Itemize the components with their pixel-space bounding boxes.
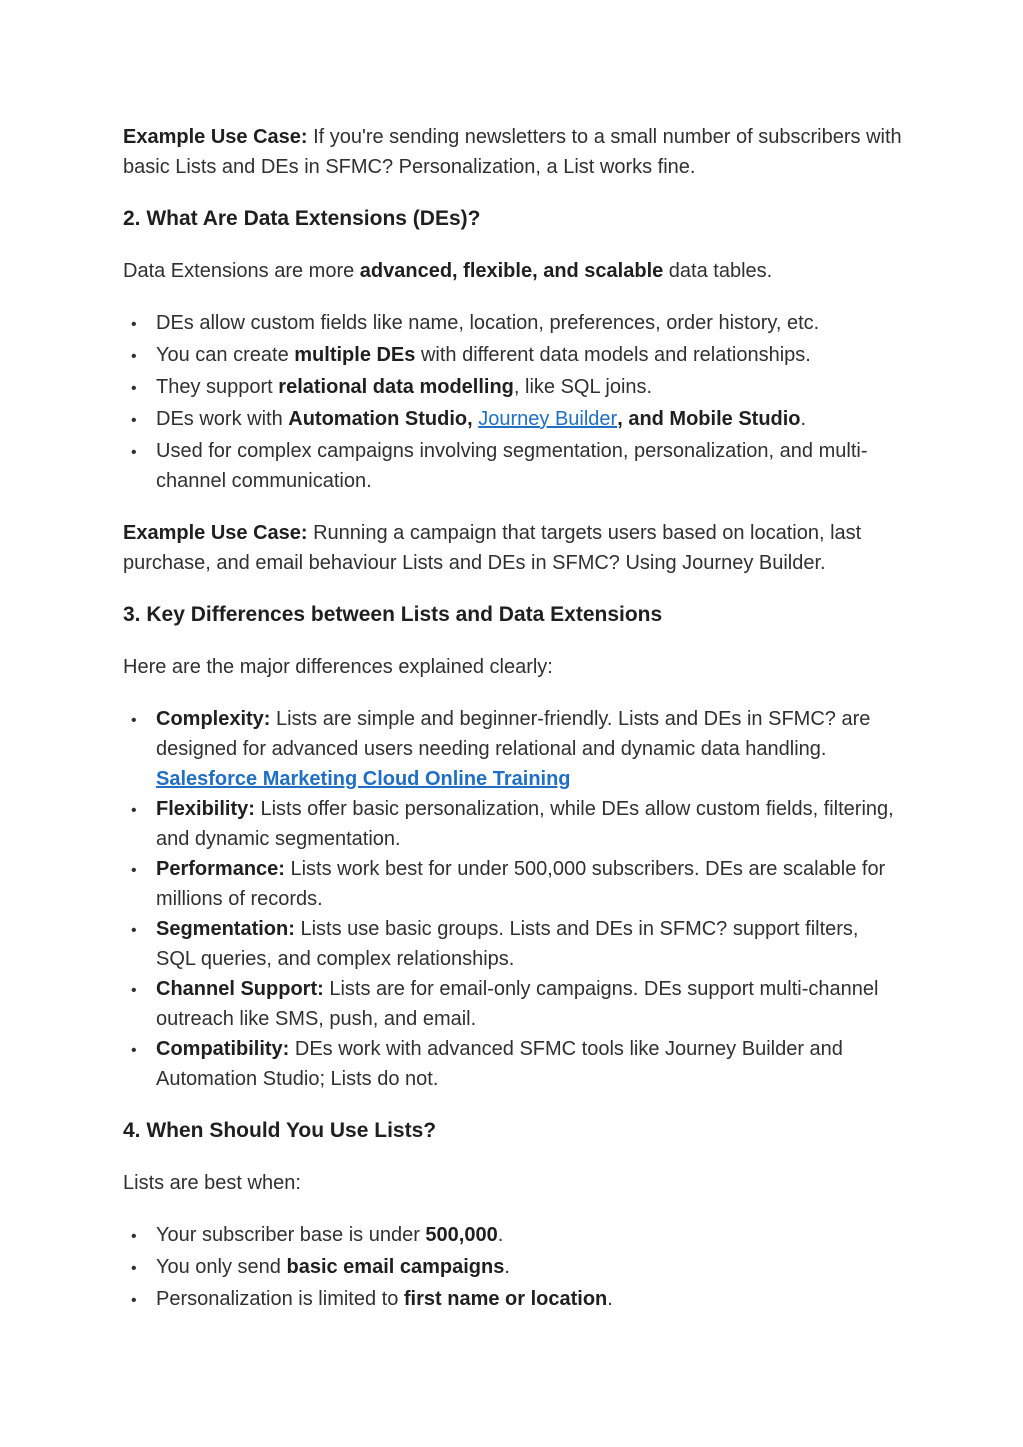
body-text: They support bbox=[156, 376, 279, 398]
body-text: Personalization is limited to bbox=[156, 1288, 404, 1310]
list-item-compatibility bbox=[123, 1034, 903, 1094]
body-text: Here are the major differences explained clearly: bbox=[123, 656, 553, 678]
term-label: Complexity: bbox=[156, 708, 271, 730]
bullet-icon bbox=[123, 340, 156, 372]
list-item-text bbox=[156, 436, 903, 496]
example-use-case-label: Example Use Case: bbox=[123, 522, 308, 544]
body-text: If you're sending newsletters to a small number of subscribers with basic Lists and DEs in SFMC? Personalization, a List works fine. bbox=[123, 126, 902, 178]
list-item-performance bbox=[123, 854, 903, 914]
list-item-text bbox=[156, 974, 903, 1034]
body-text: Used for complex campaigns involving segmentation, personalization, and multi-channel communication. bbox=[156, 440, 868, 492]
list-item-complexity bbox=[123, 704, 903, 794]
list-item-text bbox=[156, 372, 903, 404]
differences-list bbox=[123, 704, 903, 1094]
term-label: Channel Support: bbox=[156, 978, 324, 1000]
list-item-text bbox=[156, 340, 903, 372]
list-item-text bbox=[156, 1284, 903, 1316]
bullet-icon bbox=[123, 794, 156, 854]
section-heading-when-use-lists: 4. When Should You Use Lists? bbox=[123, 1119, 437, 1142]
list-item-text bbox=[156, 1034, 903, 1094]
section-heading-what-are-des: 2. What Are Data Extensions (DEs)? bbox=[123, 207, 481, 230]
list-item-flexibility bbox=[123, 794, 903, 854]
paragraph-example-use-case-1 bbox=[123, 122, 903, 182]
list-item-channel-support bbox=[123, 974, 903, 1034]
bullet-icon bbox=[123, 1220, 156, 1252]
bold-text: relational data modelling bbox=[278, 376, 514, 398]
bullet-icon bbox=[123, 404, 156, 436]
journey-builder-link[interactable]: Journey Builder bbox=[478, 408, 618, 430]
paragraph-when-lists-intro bbox=[123, 1168, 903, 1198]
section-heading-key-differences: 3. Key Differences between Lists and Data Extensions bbox=[123, 603, 663, 626]
bullet-icon bbox=[123, 1284, 156, 1316]
body-text: Lists are for email-only campaigns. DEs support multi-channel outreach like SMS, push, and email. bbox=[156, 978, 879, 1030]
body-text: . bbox=[497, 1224, 504, 1246]
paragraph-differences-intro bbox=[123, 652, 903, 682]
body-text: . bbox=[800, 408, 807, 430]
bullet-icon bbox=[123, 372, 156, 404]
body-text: DEs work with advanced SFMC tools like Journey Builder and Automation Studio; Lists do not. bbox=[156, 1038, 843, 1090]
bullet-icon bbox=[123, 1034, 156, 1094]
body-text: You can create bbox=[156, 344, 295, 366]
bold-text: Automation Studio, bbox=[288, 408, 479, 430]
bold-text: multiple DEs bbox=[294, 344, 416, 366]
body-text: You only send bbox=[156, 1256, 287, 1278]
term-label: Compatibility: bbox=[156, 1038, 290, 1060]
de-feature-list bbox=[123, 308, 903, 496]
body-text: Lists use basic groups. Lists and DEs in SFMC? support filters, SQL queries, and complex relationships. bbox=[156, 918, 859, 970]
example-use-case-label: Example Use Case: bbox=[123, 126, 308, 148]
body-text: data tables. bbox=[663, 260, 773, 282]
bold-text: basic email campaigns bbox=[286, 1256, 505, 1278]
bullet-icon bbox=[123, 854, 156, 914]
list-item-text bbox=[156, 404, 903, 436]
body-text: Lists work best for under 500,000 subscribers. DEs are scalable for millions of records. bbox=[156, 858, 886, 910]
bullet-icon bbox=[123, 436, 156, 496]
bullet-icon bbox=[123, 914, 156, 974]
body-text: DEs allow custom fields like name, location, preferences, order history, etc. bbox=[156, 312, 820, 334]
paragraph-example-use-case-2 bbox=[123, 518, 903, 578]
list-item-text bbox=[156, 854, 903, 914]
list-item-subscriber-base bbox=[123, 1220, 903, 1252]
bold-text: , and Mobile Studio bbox=[617, 408, 801, 430]
list-item-segmentation bbox=[123, 914, 903, 974]
list-item-text bbox=[156, 914, 903, 974]
bullet-icon bbox=[123, 974, 156, 1034]
body-text: , like SQL joins. bbox=[513, 376, 653, 398]
body-text: . bbox=[607, 1288, 613, 1310]
body-text: with different data models and relationships. bbox=[415, 344, 811, 366]
body-text: Lists are best when: bbox=[123, 1172, 301, 1194]
term-label: Flexibility: bbox=[156, 798, 255, 820]
bold-text: 500,000 bbox=[425, 1224, 498, 1246]
bullet-icon bbox=[123, 704, 156, 794]
term-label: Performance: bbox=[156, 858, 285, 880]
body-text: DEs work with bbox=[156, 408, 289, 430]
bullet-icon bbox=[123, 1252, 156, 1284]
list-item-complex-campaigns bbox=[123, 436, 903, 496]
bullet-icon bbox=[123, 308, 156, 340]
body-text: Lists offer basic personalization, while DEs allow custom fields, filtering, and dynamic segmentation. bbox=[156, 798, 894, 850]
paragraph-des-intro bbox=[123, 256, 903, 286]
list-item-text bbox=[156, 1252, 903, 1284]
body-text: Lists are simple and beginner-friendly. Lists and DEs in SFMC? are designed for advanced users needing relational and dynamic data handling. bbox=[156, 708, 871, 760]
list-item-personalization bbox=[123, 1284, 903, 1316]
list-item-relational bbox=[123, 372, 903, 404]
body-text: Running a campaign that targets users based on location, last purchase, and email behaviour Lists and DEs in SFMC? Using Journey Builder. bbox=[123, 522, 862, 574]
body-text: Your subscriber base is under bbox=[156, 1224, 426, 1246]
list-item-text bbox=[156, 794, 903, 854]
list-item-text bbox=[156, 308, 903, 340]
list-item-basic-email bbox=[123, 1252, 903, 1284]
bold-text: first name or location bbox=[403, 1288, 608, 1310]
body-text: . bbox=[504, 1256, 510, 1278]
bold-text: advanced, flexible, and scalable bbox=[359, 260, 664, 282]
list-item-multiple-des bbox=[123, 340, 903, 372]
sfmc-training-link[interactable]: Salesforce Marketing Cloud Online Training bbox=[156, 768, 571, 790]
term-label: Segmentation: bbox=[156, 918, 295, 940]
when-to-use-lists-list bbox=[123, 1220, 903, 1316]
list-item-studios bbox=[123, 404, 903, 436]
list-item-text bbox=[156, 1220, 903, 1252]
list-item-custom-fields bbox=[123, 308, 903, 340]
list-item-text bbox=[156, 704, 903, 794]
body-text: Data Extensions are more bbox=[123, 260, 360, 282]
